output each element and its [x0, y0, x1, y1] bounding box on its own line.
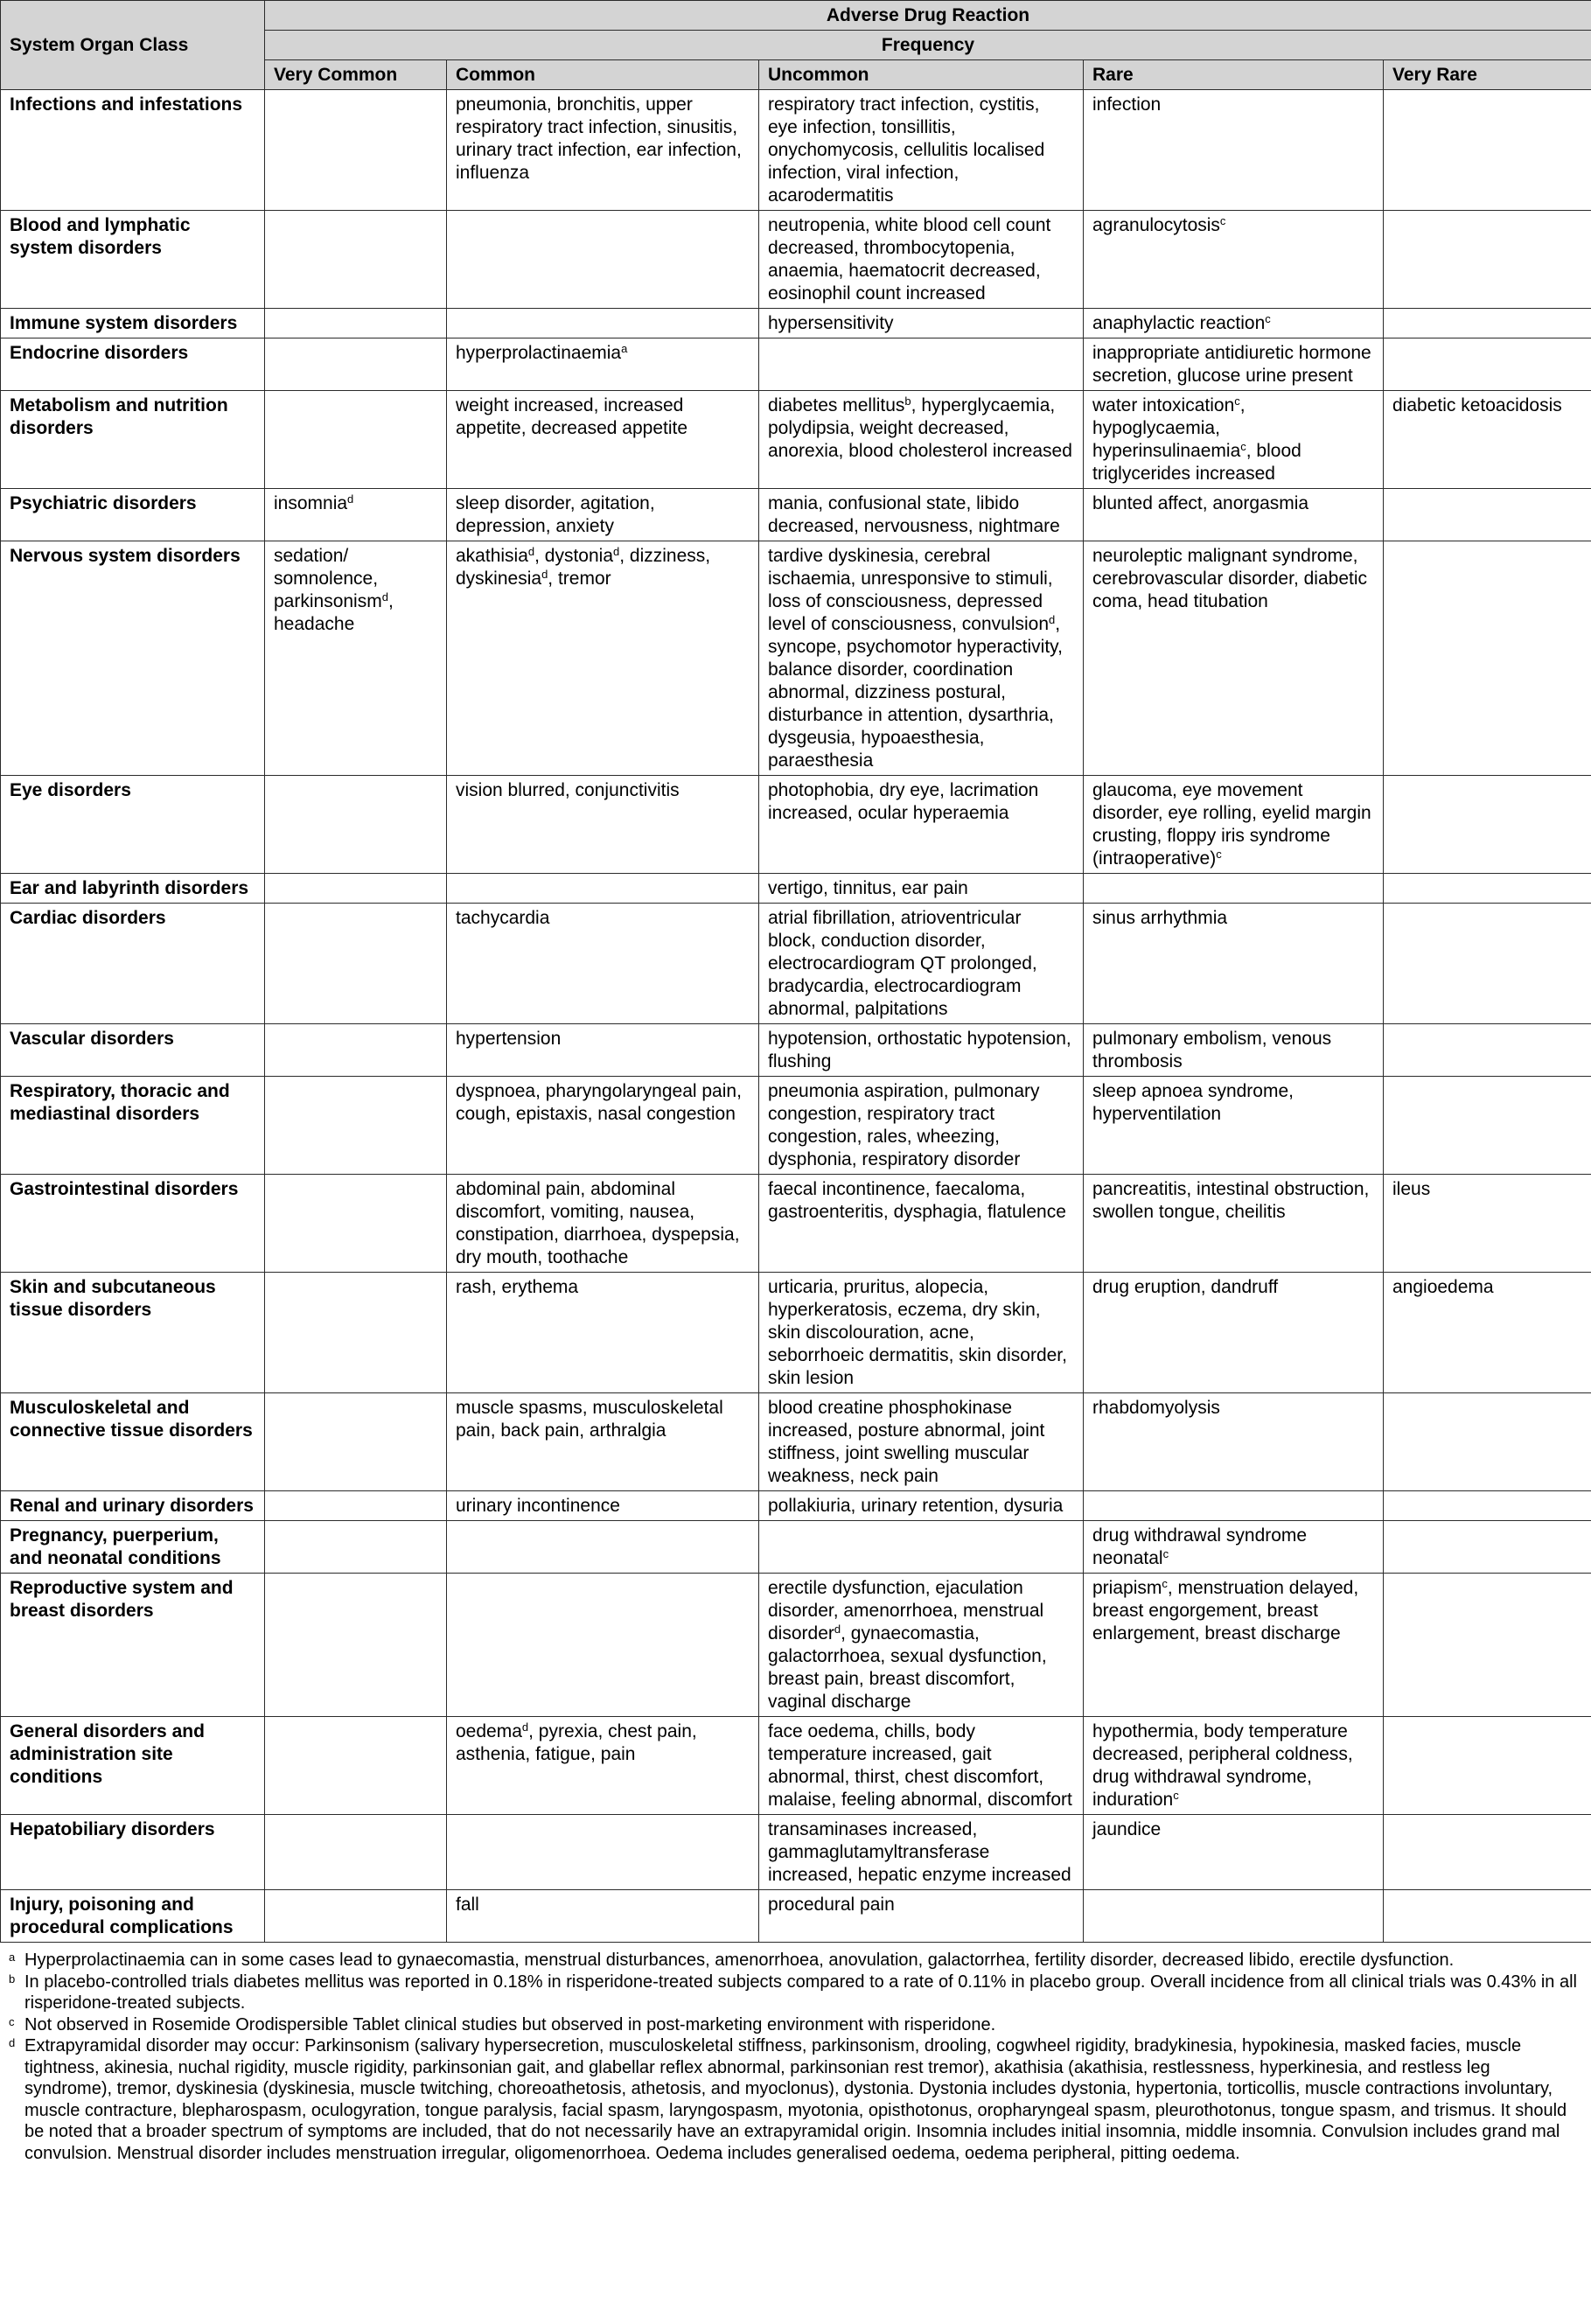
- very-common-cell: [265, 309, 447, 338]
- table-row: [1, 309, 1591, 338]
- common-cell: vision blurred, conjunctivitis: [447, 776, 759, 874]
- very-common-cell: [265, 1815, 447, 1890]
- very-rare-cell: [1384, 1077, 1591, 1175]
- uncommon-cell: vertigo, tinnitus, ear pain: [759, 874, 1084, 904]
- very-common-cell: [265, 904, 447, 1024]
- very-rare-cell: [1384, 904, 1591, 1024]
- system-organ-class-cell: Endocrine disorders: [1, 338, 265, 391]
- uncommon-cell: erectile dysfunction, ejaculation disorder, amenorrhoea, menstrual disorder$^d$, gynaecomastia, galactorrhoea, sexual dysfunction, breast pain, breast discomfort, vaginal discharge: [759, 1574, 1084, 1717]
- footnote-c: [9, 2014, 1582, 2036]
- common-cell: rash, erythema: [447, 1273, 759, 1393]
- rare-cell: blunted affect, anorgasmia: [1084, 489, 1384, 541]
- very-rare-cell: [1384, 309, 1591, 338]
- system-organ-class-cell: Ear and labyrinth disorders: [1, 874, 265, 904]
- footnote-a: [9, 1950, 1582, 1972]
- very-common-cell: [265, 1175, 447, 1273]
- header-very-rare: Very Rare: [1384, 60, 1591, 90]
- rare-cell: pancreatitis, intestinal obstruction, swollen tongue, cheilitis: [1084, 1175, 1384, 1273]
- very-rare-cell: [1384, 1521, 1591, 1574]
- uncommon-cell: faecal incontinence, faecaloma, gastroenteritis, dysphagia, flatulence: [759, 1175, 1084, 1273]
- system-organ-class-cell: Infections and infestations: [1, 90, 265, 211]
- footnote-text: Extrapyramidal disorder may occur: Parkinsonism (salivary hypersecretion, musculoskeletal stiffness, parkinsonism, drooling, cogwheel rigidity, bradykinesia, hypokinesia, masked facies, muscle tightness, akinesia, nuchal rigidity, muscle rigidity, parkinsonian gait, and glabellar reflex abnormal, parkinsonian rest tremor), akathisia (akathisia, restlessness, hyperkinesia, and restless leg syndrome), tremor, dyskinesia (dyskinesia, muscle twitching, choreoathetosis, athetosis, and myoclonus), dystonia. Dystonia includes dystonia, hypertonia, torticollis, muscle contractions involuntary, muscle contracture, blepharospasm, oculogyration, tongue paralysis, facial spasm, laryngospasm, myotonia, opisthotonus, oropharyngeal spasm, pleurothotonus, tongue spasm, and trismus. It should be noted that a broader spectrum of symptoms are included, that do not necessarily have an extrapyramidal origin. Insomnia includes initial insomnia, middle insomnia. Convulsion includes grand mal convulsion. Menstrual disorder includes menstruation irregular, oligomenorrhoea. Oedema includes generalised oedema, oedema peripheral, pitting oedema.: [24, 2036, 1567, 2163]
- table-row: [1, 1491, 1591, 1521]
- table-row: [1, 489, 1591, 541]
- system-organ-class-cell: Blood and lymphatic system disorders: [1, 211, 265, 309]
- rare-cell: hypothermia, body temperature decreased, peripheral coldness, drug withdrawal syndrome, induration$^c$: [1084, 1717, 1384, 1815]
- rare-cell: infection: [1084, 90, 1384, 211]
- footnote-mark: c: [9, 2014, 15, 2028]
- table-row: [1, 1815, 1591, 1890]
- table-row: [1, 1574, 1591, 1717]
- very-common-cell: [265, 391, 447, 489]
- common-cell: urinary incontinence: [447, 1491, 759, 1521]
- very-common-cell: [265, 1521, 447, 1574]
- system-organ-class-cell: Vascular disorders: [1, 1024, 265, 1077]
- very-rare-cell: [1384, 211, 1591, 309]
- rare-cell: water intoxication$^c$, hypoglycaemia, hyperinsulinaemia$^c$, blood triglycerides increased: [1084, 391, 1384, 489]
- system-organ-class-cell: Hepatobiliary disorders: [1, 1815, 265, 1890]
- system-organ-class-cell: Nervous system disorders: [1, 541, 265, 776]
- footnote-mark: a: [9, 1951, 16, 1964]
- common-cell: hypertension: [447, 1024, 759, 1077]
- uncommon-cell: tardive dyskinesia, cerebral ischaemia, unresponsive to stimuli, loss of consciousness, depressed level of consciousness, convulsion$^d$, syncope, psychomotor hyperactivity, balance disorder, coordination abnormal, dizziness postural, disturbance in attention, dysarthria, dysgeusia, hypoaesthesia, paraesthesia: [759, 541, 1084, 776]
- uncommon-cell: hypersensitivity: [759, 309, 1084, 338]
- header-very-common: Very Common: [265, 60, 447, 90]
- very-common-cell: [265, 211, 447, 309]
- system-organ-class-cell: Renal and urinary disorders: [1, 1491, 265, 1521]
- table-row: [1, 1890, 1591, 1943]
- very-common-cell: [265, 1574, 447, 1717]
- very-common-cell: [265, 1077, 447, 1175]
- header-frequency: Frequency: [265, 31, 1591, 60]
- uncommon-cell: hypotension, orthostatic hypotension, flushing: [759, 1024, 1084, 1077]
- very-common-cell: [265, 1024, 447, 1077]
- table-row: [1, 1077, 1591, 1175]
- header-adverse-drug-reaction: Adverse Drug Reaction: [265, 1, 1591, 31]
- table-row: [1, 211, 1591, 309]
- very-common-cell: [265, 338, 447, 391]
- common-cell: tachycardia: [447, 904, 759, 1024]
- common-cell: pneumonia, bronchitis, upper respiratory tract infection, sinusitis, urinary tract infection, ear infection, influenza: [447, 90, 759, 211]
- rare-cell: sinus arrhythmia: [1084, 904, 1384, 1024]
- system-organ-class-cell: Reproductive system and breast disorders: [1, 1574, 265, 1717]
- uncommon-cell: [759, 1521, 1084, 1574]
- rare-cell: agranulocytosis$^c$: [1084, 211, 1384, 309]
- rare-cell: drug eruption, dandruff: [1084, 1273, 1384, 1393]
- very-rare-cell: [1384, 776, 1591, 874]
- common-cell: dyspnoea, pharyngolaryngeal pain, cough, epistaxis, nasal congestion: [447, 1077, 759, 1175]
- system-organ-class-cell: Gastrointestinal disorders: [1, 1175, 265, 1273]
- common-cell: [447, 1521, 759, 1574]
- uncommon-cell: blood creatine phosphokinase increased, posture abnormal, joint stiffness, joint swelling muscular weakness, neck pain: [759, 1393, 1084, 1491]
- system-organ-class-cell: Injury, poisoning and procedural complications: [1, 1890, 265, 1943]
- footnote-b: [9, 1972, 1582, 2014]
- rare-cell: glaucoma, eye movement disorder, eye rolling, eyelid margin crusting, floppy iris syndrome (intraoperative)$^c$: [1084, 776, 1384, 874]
- system-organ-class-cell: Metabolism and nutrition disorders: [1, 391, 265, 489]
- uncommon-cell: procedural pain: [759, 1890, 1084, 1943]
- very-common-cell: [265, 1491, 447, 1521]
- common-cell: weight increased, increased appetite, decreased appetite: [447, 391, 759, 489]
- system-organ-class-cell: Musculoskeletal and connective tissue disorders: [1, 1393, 265, 1491]
- common-cell: [447, 1815, 759, 1890]
- very-common-cell: [265, 776, 447, 874]
- footnote-mark: b: [9, 1972, 16, 1986]
- very-common-cell: [265, 1393, 447, 1491]
- footnote-text: Not observed in Rosemide Orodispersible Tablet clinical studies but observed in post-marketing environment with risperidone.: [24, 2014, 996, 2034]
- common-cell: muscle spasms, musculoskeletal pain, back pain, arthralgia: [447, 1393, 759, 1491]
- very-rare-cell: [1384, 338, 1591, 391]
- header-uncommon: Uncommon: [759, 60, 1084, 90]
- system-organ-class-cell: Eye disorders: [1, 776, 265, 874]
- table-row: [1, 541, 1591, 776]
- common-cell: sleep disorder, agitation, depression, anxiety: [447, 489, 759, 541]
- very-rare-cell: diabetic ketoacidosis: [1384, 391, 1591, 489]
- system-organ-class-cell: General disorders and administration site conditions: [1, 1717, 265, 1815]
- system-organ-class-cell: Respiratory, thoracic and mediastinal disorders: [1, 1077, 265, 1175]
- common-cell: [447, 211, 759, 309]
- table-row: [1, 1521, 1591, 1574]
- rare-cell: priapism$^c$, menstruation delayed, breast engorgement, breast enlargement, breast discharge: [1084, 1574, 1384, 1717]
- very-rare-cell: [1384, 874, 1591, 904]
- table-row: [1, 776, 1591, 874]
- common-cell: akathisia$^d$, dystonia$^d$, dizziness, dyskinesia$^d$, tremor: [447, 541, 759, 776]
- rare-cell: inappropriate antidiuretic hormone secretion, glucose urine present: [1084, 338, 1384, 391]
- common-cell: [447, 1574, 759, 1717]
- very-common-cell: [265, 1273, 447, 1393]
- common-cell: abdominal pain, abdominal discomfort, vomiting, nausea, constipation, diarrhoea, dyspepsia, dry mouth, toothache: [447, 1175, 759, 1273]
- system-organ-class-cell: Skin and subcutaneous tissue disorders: [1, 1273, 265, 1393]
- common-cell: oedema$^d$, pyrexia, chest pain, asthenia, fatigue, pain: [447, 1717, 759, 1815]
- footnote-mark: d: [9, 2036, 16, 2049]
- system-organ-class-cell: Pregnancy, puerperium, and neonatal conditions: [1, 1521, 265, 1574]
- table-row: [1, 90, 1591, 211]
- footnote-text: Hyperprolactinaemia can in some cases lead to gynaecomastia, menstrual disturbances, amenorrhoea, anovulation, galactorrhea, fertility disorder, decreased libido, erectile dysfunction.: [24, 1951, 1455, 1970]
- uncommon-cell: diabetes mellitus$^b$, hyperglycaemia, polydipsia, weight decreased, anorexia, blood cholesterol increased: [759, 391, 1084, 489]
- system-organ-class-cell: Immune system disorders: [1, 309, 265, 338]
- very-rare-cell: angioedema: [1384, 1273, 1591, 1393]
- rare-cell: neuroleptic malignant syndrome, cerebrovascular disorder, diabetic coma, head titubation: [1084, 541, 1384, 776]
- footnote-text: In placebo-controlled trials diabetes mellitus was reported in 0.18% in risperidone-treated subjects compared to a rate of 0.11% in placebo group. Overall incidence from all clinical trials was 0.43% in all risperidone-treated subjects.: [24, 1972, 1577, 2013]
- very-rare-cell: [1384, 1717, 1591, 1815]
- uncommon-cell: transaminases increased, gammaglutamyltransferase increased, hepatic enzyme increased: [759, 1815, 1084, 1890]
- very-common-cell: [265, 1717, 447, 1815]
- header-rare: Rare: [1084, 60, 1384, 90]
- uncommon-cell: [759, 338, 1084, 391]
- common-cell: [447, 874, 759, 904]
- very-common-cell: insomnia$^d$: [265, 489, 447, 541]
- header-common: Common: [447, 60, 759, 90]
- rare-cell: rhabdomyolysis: [1084, 1393, 1384, 1491]
- very-common-cell: [265, 1890, 447, 1943]
- very-rare-cell: [1384, 1815, 1591, 1890]
- rare-cell: sleep apnoea syndrome, hyperventilation: [1084, 1077, 1384, 1175]
- footnote-d: [9, 2035, 1582, 2164]
- table-body: [1, 90, 1591, 1943]
- rare-cell: [1084, 1491, 1384, 1521]
- very-common-cell: [265, 90, 447, 211]
- uncommon-cell: face oedema, chills, body temperature increased, gait abnormal, thirst, chest discomfort, malaise, feeling abnormal, discomfort: [759, 1717, 1084, 1815]
- very-rare-cell: ileus: [1384, 1175, 1591, 1273]
- rare-cell: [1084, 1890, 1384, 1943]
- rare-cell: jaundice: [1084, 1815, 1384, 1890]
- very-rare-cell: [1384, 1491, 1591, 1521]
- system-organ-class-cell: Cardiac disorders: [1, 904, 265, 1024]
- uncommon-cell: neutropenia, white blood cell count decreased, thrombocytopenia, anaemia, haematocrit decreased, eosinophil count increased: [759, 211, 1084, 309]
- table-row: [1, 874, 1591, 904]
- common-cell: [447, 309, 759, 338]
- rare-cell: drug withdrawal syndrome neonatal$^c$: [1084, 1521, 1384, 1574]
- uncommon-cell: photophobia, dry eye, lacrimation increased, ocular hyperaemia: [759, 776, 1084, 874]
- very-rare-cell: [1384, 489, 1591, 541]
- footnotes: [0, 1943, 1591, 2164]
- very-common-cell: sedation/ somnolence, parkinsonism$^d$, headache: [265, 541, 447, 776]
- very-rare-cell: [1384, 1890, 1591, 1943]
- table-row: [1, 1175, 1591, 1273]
- very-rare-cell: [1384, 90, 1591, 211]
- very-rare-cell: [1384, 1393, 1591, 1491]
- uncommon-cell: respiratory tract infection, cystitis, eye infection, tonsillitis, onychomycosis, cellulitis localised infection, viral infection, acarodermatitis: [759, 90, 1084, 211]
- header-system-organ-class: System Organ Class: [1, 1, 265, 90]
- table-row: [1, 1273, 1591, 1393]
- rare-cell: pulmonary embolism, venous thrombosis: [1084, 1024, 1384, 1077]
- very-common-cell: [265, 874, 447, 904]
- uncommon-cell: pollakiuria, urinary retention, dysuria: [759, 1491, 1084, 1521]
- system-organ-class-cell: Psychiatric disorders: [1, 489, 265, 541]
- very-rare-cell: [1384, 1024, 1591, 1077]
- rare-cell: anaphylactic reaction$^c$: [1084, 309, 1384, 338]
- rare-cell: [1084, 874, 1384, 904]
- common-cell: fall: [447, 1890, 759, 1943]
- table-row: [1, 904, 1591, 1024]
- uncommon-cell: mania, confusional state, libido decreased, nervousness, nightmare: [759, 489, 1084, 541]
- uncommon-cell: pneumonia aspiration, pulmonary congestion, respiratory tract congestion, rales, wheezing, dysphonia, respiratory disorder: [759, 1077, 1084, 1175]
- table-row: [1, 1393, 1591, 1491]
- table-row: [1, 1717, 1591, 1815]
- very-rare-cell: [1384, 541, 1591, 776]
- uncommon-cell: urticaria, pruritus, alopecia, hyperkeratosis, eczema, dry skin, skin discolouration, acne, seborrhoeic dermatitis, skin disorder, skin lesion: [759, 1273, 1084, 1393]
- very-rare-cell: [1384, 1574, 1591, 1717]
- common-cell: hyperprolactinaemia$^a$: [447, 338, 759, 391]
- table-row: [1, 391, 1591, 489]
- table-row: [1, 1024, 1591, 1077]
- table-row: [1, 338, 1591, 391]
- uncommon-cell: atrial fibrillation, atrioventricular block, conduction disorder, electrocardiogram QT prolonged, bradycardia, electrocardiogram abnormal, palpitations: [759, 904, 1084, 1024]
